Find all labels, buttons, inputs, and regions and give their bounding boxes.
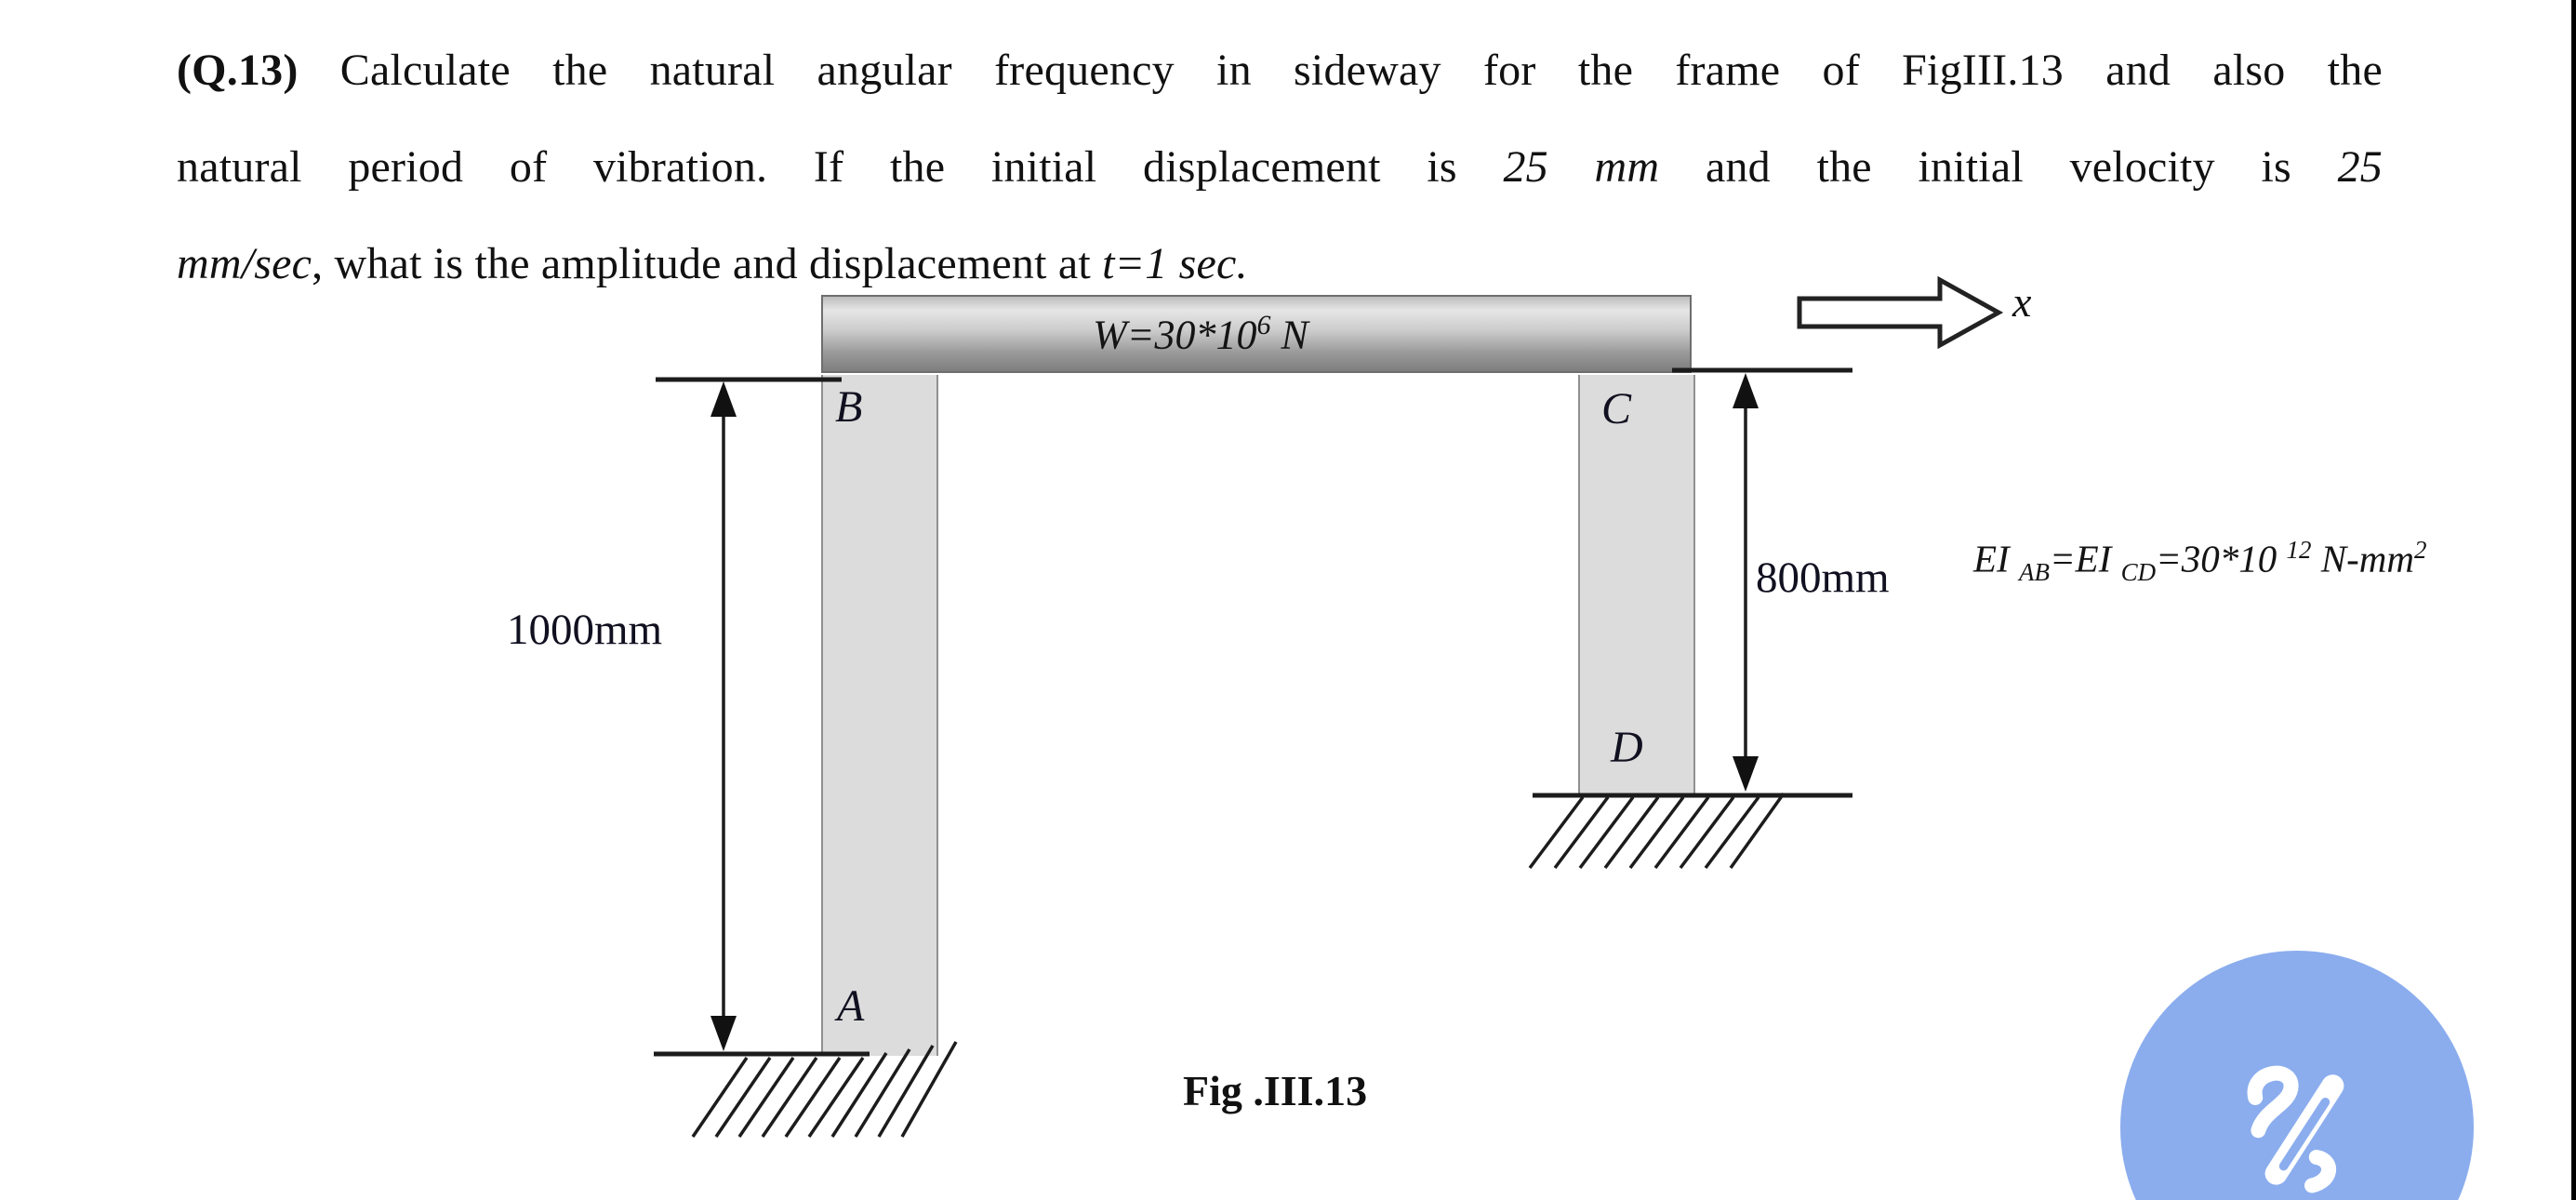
problem-line-2-text-b: and the initial velocity is (1659, 142, 2338, 192)
left-dim-arrow-down (710, 1016, 737, 1051)
x-axis-label: x (2012, 278, 2032, 326)
right-dim-arrow-down (1733, 756, 1759, 792)
dimension-left-column: 1000mm (507, 606, 663, 654)
question-number: (Q.13) (177, 46, 299, 95)
node-label-c: C (1601, 384, 1632, 433)
scan-edge-bar (2571, 0, 2576, 1200)
left-dim-arrow-up (710, 381, 737, 417)
ground-hatch-d (1530, 793, 1784, 868)
x-direction-arrow-icon (1799, 280, 1998, 345)
problem-line-1-text: Calculate the natural angular frequency in sideway for the frame of FigIII.13 and also the (298, 46, 2383, 95)
node-label-d: D (1611, 723, 1643, 772)
stiffness-annotation: EI $_{AB}$=EI $_{CD}$=30*10 $^{12}$ $N-mm^2$ (1973, 536, 2427, 586)
dimension-right-column: 800mm (1756, 553, 1890, 602)
beam-load-label: $W=30*10^6$ N (1093, 309, 1308, 358)
scribble-pen-icon (2223, 1053, 2371, 1200)
initial-displacement-value: 25 mm (1503, 142, 1660, 192)
figure-caption: Fig .III.13 (1183, 1067, 1368, 1114)
problem-line-3-text: , what is the amplitude and displacement at (312, 239, 1103, 288)
problem-line-2-text-a: natural period of vibration. If the initial displacement is (177, 142, 1504, 192)
node-label-a: A (837, 981, 865, 1031)
time-value: t=1 sec. (1102, 239, 1248, 288)
initial-velocity-value: 25 (2337, 142, 2383, 192)
node-label-b: B (835, 382, 863, 432)
velocity-unit: mm/sec (177, 239, 312, 288)
right-dim-arrow-up (1733, 373, 1759, 408)
